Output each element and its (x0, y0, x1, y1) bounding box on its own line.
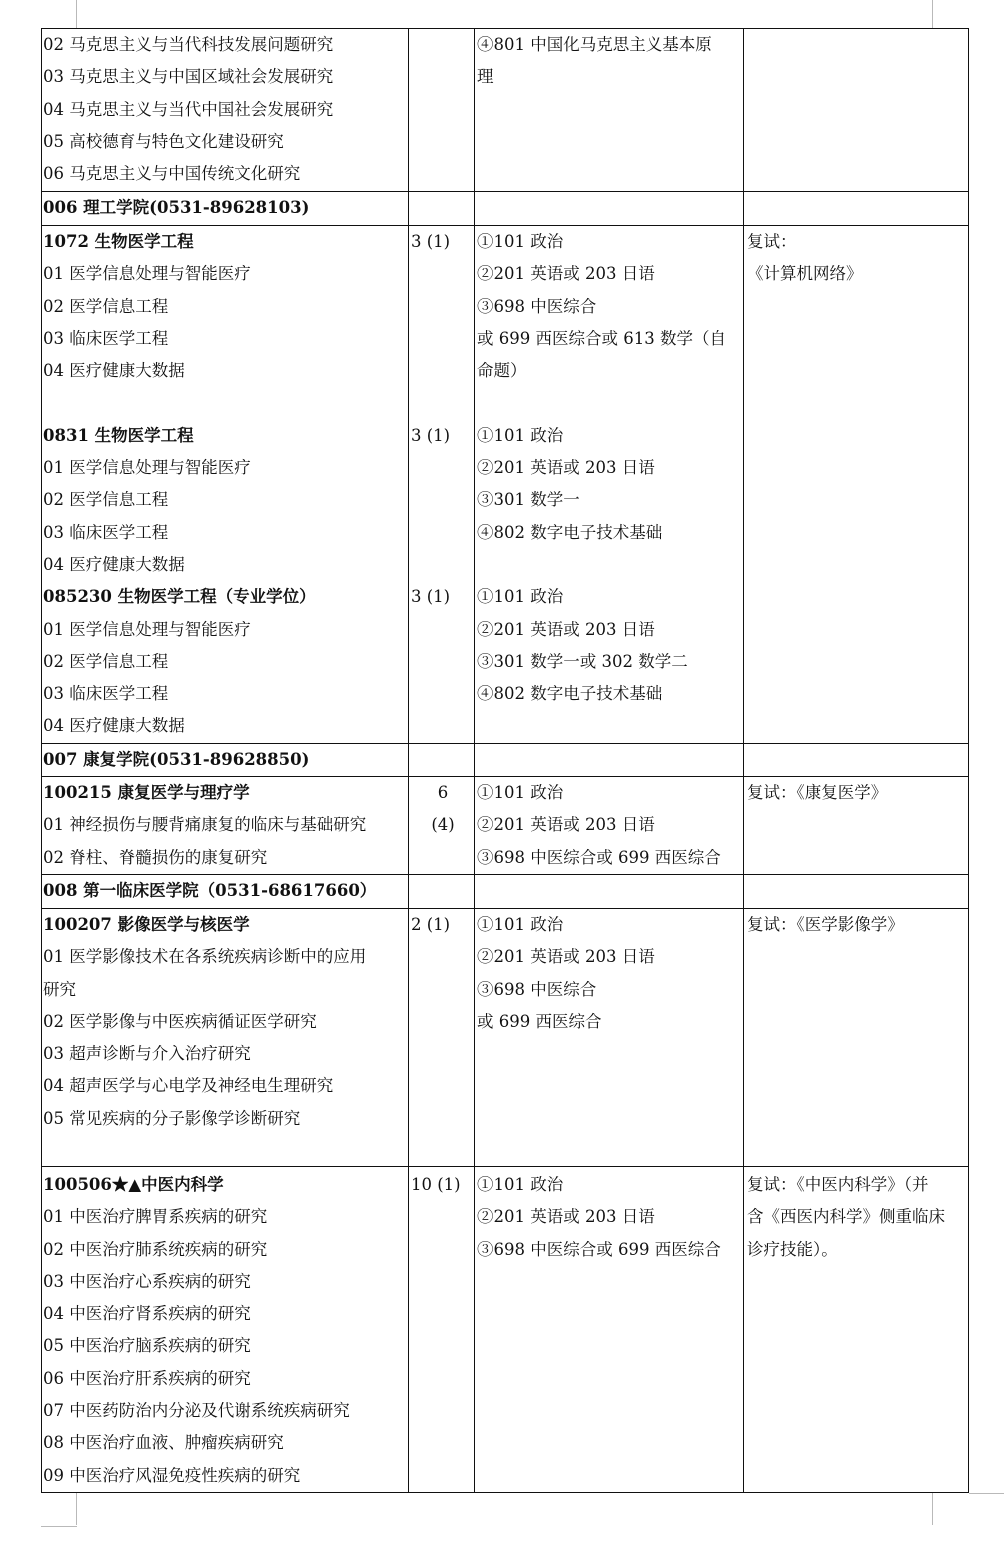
cell-text-line: ③698 中医综合 (477, 296, 597, 316)
blank-line (43, 387, 407, 419)
cell-text-line: ①101 政治 (477, 1175, 564, 1194)
cell-text-line: 03 临床医学工程 (43, 684, 169, 704)
cell-text-line: ①101 政治 (477, 425, 564, 445)
cell-text-line: 02 马克思主义与当代科技发展问题研究 (43, 35, 334, 54)
cell-text-line: 02 脊柱、脊髓损伤的康复研究 (43, 847, 268, 867)
blank-line (411, 355, 475, 387)
cell-text-line: ③698 中医综合 (477, 979, 597, 999)
row-4-enrollment (411, 777, 475, 842)
row-divider (42, 1166, 968, 1167)
cell-text-line: ①101 政治 (477, 587, 564, 607)
cell-text-line: 100207 影像医学与核医学 (43, 915, 250, 934)
cell-text-line: 07 中医药防治内分泌及代谢系统疾病研究 (43, 1401, 350, 1421)
cell-text-line: 01 医学信息处理与智能医疗 (43, 458, 251, 478)
cell-text-line: ②201 英语或 203 日语 (477, 815, 655, 835)
cell-text-line: ④802 数字电子技术基础 (477, 684, 663, 704)
cell-text-line: 007 康复学院(0531-89628850) (43, 750, 310, 769)
crop-mark-bottom-right-v (932, 1493, 933, 1525)
cell-text-line: 02 医学信息工程 (43, 651, 169, 671)
row-2-exam-subjects (477, 226, 743, 710)
crop-mark-bottom-left (76, 1493, 77, 1525)
cell-text-line: 04 马克思主义与当代中国社会发展研究 (43, 99, 334, 119)
cell-text-line: 01 医学信息处理与智能医疗 (43, 264, 251, 284)
row-2-enrollment (411, 226, 475, 614)
cell-text-line: ①101 政治 (477, 783, 564, 802)
row-7-remarks (747, 1169, 969, 1266)
row-7-exam-subjects (477, 1169, 743, 1266)
cell-text-line: 05 中医治疗脑系疾病的研究 (43, 1336, 251, 1356)
cell-text-line: 命题） (477, 361, 527, 381)
cell-text-line: ②201 英语或 203 日语 (477, 264, 655, 284)
cell-text-line: 100506★▲中医内科学 (43, 1175, 224, 1194)
cell-text-line: 03 马克思主义与中国区域社会发展研究 (43, 67, 334, 87)
cell-text-line: ①101 政治 (477, 915, 564, 934)
row-4-programs (43, 777, 407, 874)
cell-text-line: 02 医学影像与中医疾病循证医学研究 (43, 1011, 317, 1031)
crop-mark-top-right (932, 0, 933, 28)
row-2-remarks (747, 226, 969, 291)
row-7-programs (43, 1169, 407, 1492)
cell-text-line: 006 理工学院(0531-89628103) (43, 198, 310, 217)
cell-text-line: 04 医疗健康大数据 (43, 554, 185, 574)
blank-line (477, 549, 743, 581)
blank-line (411, 452, 475, 484)
cell-text-line: 理 (477, 67, 494, 87)
cell-text-line: 008 第一临床医学院（0531-68617660） (43, 881, 377, 900)
cell-text-line: 085230 生物医学工程（专业学位） (43, 587, 316, 607)
cell-text-line: 04 超声医学与心电学及神经电生理研究 (43, 1076, 334, 1096)
cell-text-line: 6 (437, 783, 449, 802)
row-6-remarks (747, 909, 969, 941)
cell-text-line: 04 中医治疗肾系疾病的研究 (43, 1304, 251, 1324)
cell-text-line: 03 超声诊断与介入治疗研究 (43, 1044, 251, 1064)
blank-line (411, 291, 475, 323)
row-3-school-header (43, 744, 407, 776)
row-7-enrollment (411, 1169, 475, 1201)
cell-text-line: ④801 中国化马克思主义基本原 (477, 35, 712, 54)
blank-line (411, 323, 475, 355)
row-6-exam-subjects (477, 909, 743, 1038)
blank-line (411, 258, 475, 290)
cell-text-line: 02 中医治疗肺系统疾病的研究 (43, 1239, 268, 1259)
cell-text-line: 1072 生物医学工程 (43, 232, 194, 251)
cell-text-line: 复试：《康复医学》 (747, 783, 888, 802)
cell-text-line: (4) (431, 815, 455, 835)
blank-line (411, 549, 475, 581)
cell-text-line: ①101 政治 (477, 232, 564, 251)
row-0-programs (43, 29, 407, 190)
cell-text-line: 06 中医治疗肝系疾病的研究 (43, 1368, 251, 1388)
cell-text-line: 05 常见疾病的分子影像学诊断研究 (43, 1108, 301, 1128)
cell-text-line: 03 临床医学工程 (43, 328, 169, 348)
cell-text-line: 08 中医治疗血液、肿瘤疾病研究 (43, 1433, 284, 1453)
cell-text-line: 05 高校德育与特色文化建设研究 (43, 131, 284, 151)
crop-mark-bottom-right-h (969, 1493, 1004, 1494)
cell-text-line: 02 医学信息工程 (43, 490, 169, 510)
cell-text-line: 01 医学影像技术在各系统疾病诊断中的应用 (43, 947, 367, 967)
cell-text-line: 诊疗技能）。 (747, 1239, 838, 1259)
crop-mark-top-left (76, 0, 77, 28)
cell-text-line: 01 神经损伤与腰背痛康复的临床与基础研究 (43, 815, 367, 835)
cell-text-line: 3 (1) (411, 587, 451, 607)
cell-text-line: 3 (1) (411, 425, 451, 445)
cell-text-line: 或 699 西医综合 (477, 1011, 602, 1031)
column-divider (408, 29, 409, 1492)
cell-text-line: 03 临床医学工程 (43, 522, 169, 542)
cell-text-line: ②201 英语或 203 日语 (477, 947, 655, 967)
row-4-exam-subjects (477, 777, 743, 874)
cell-text-line: 04 医疗健康大数据 (43, 361, 185, 381)
row-0-exam-subjects (477, 29, 743, 94)
admissions-table (41, 28, 969, 1493)
cell-text-line: 03 中医治疗心系疾病的研究 (43, 1271, 251, 1291)
cell-text-line: 或 699 西医综合或 613 数学（自 (477, 328, 726, 348)
blank-line (411, 517, 475, 549)
cell-text-line: 01 中医治疗脾胃系疾病的研究 (43, 1207, 268, 1227)
cell-text-line: ④802 数字电子技术基础 (477, 522, 663, 542)
blank-line (411, 484, 475, 516)
row-4-remarks (747, 777, 969, 809)
cell-text-line: 复试：《中医内科学》（并 (747, 1175, 929, 1194)
blank-line (411, 387, 475, 419)
cell-text-line: 04 医疗健康大数据 (43, 716, 185, 736)
cell-text-line: ③698 中医综合或 699 西医综合 (477, 847, 721, 867)
row-6-programs (43, 909, 407, 1135)
row-5-school-header (43, 875, 407, 907)
cell-text-line: ②201 英语或 203 日语 (477, 458, 655, 478)
cell-text-line: 09 中医治疗风湿免疫性疾病的研究 (43, 1465, 301, 1485)
cell-text-line: 01 医学信息处理与智能医疗 (43, 619, 251, 639)
cell-text-line: 0831 生物医学工程 (43, 425, 194, 445)
cell-text-line: 100215 康复医学与理疗学 (43, 783, 250, 802)
cell-text-line: 复试：《医学影像学》 (747, 915, 904, 934)
column-divider (743, 29, 744, 1492)
cell-text-line: 02 医学信息工程 (43, 296, 169, 316)
row-2-programs (43, 226, 407, 743)
cell-text-line: 06 马克思主义与中国传统文化研究 (43, 164, 301, 184)
cell-text-line: ③301 数学一 (477, 490, 580, 510)
cell-text-line: ②201 英语或 203 日语 (477, 1207, 655, 1227)
cell-text-line: 2 (1) (411, 915, 451, 934)
cell-text-line: 含《西医内科学》侧重临床 (747, 1207, 945, 1227)
cell-text-line: 10 (1) (411, 1175, 461, 1194)
cell-text-line: 《计算机网络》 (747, 264, 863, 284)
cell-text-line: ③301 数学一或 302 数学二 (477, 651, 688, 671)
cell-text-line: 3 (1) (411, 232, 451, 251)
cell-text-line: ③698 中医综合或 699 西医综合 (477, 1239, 721, 1259)
cell-text-line: 研究 (43, 979, 76, 999)
row-1-school-header (43, 192, 407, 224)
cell-text-line: 复试： (747, 232, 797, 251)
blank-line (477, 387, 743, 419)
crop-mark-bottom-left-h (41, 1526, 77, 1527)
row-6-enrollment (411, 909, 475, 941)
cell-text-line: ②201 英语或 203 日语 (477, 619, 655, 639)
